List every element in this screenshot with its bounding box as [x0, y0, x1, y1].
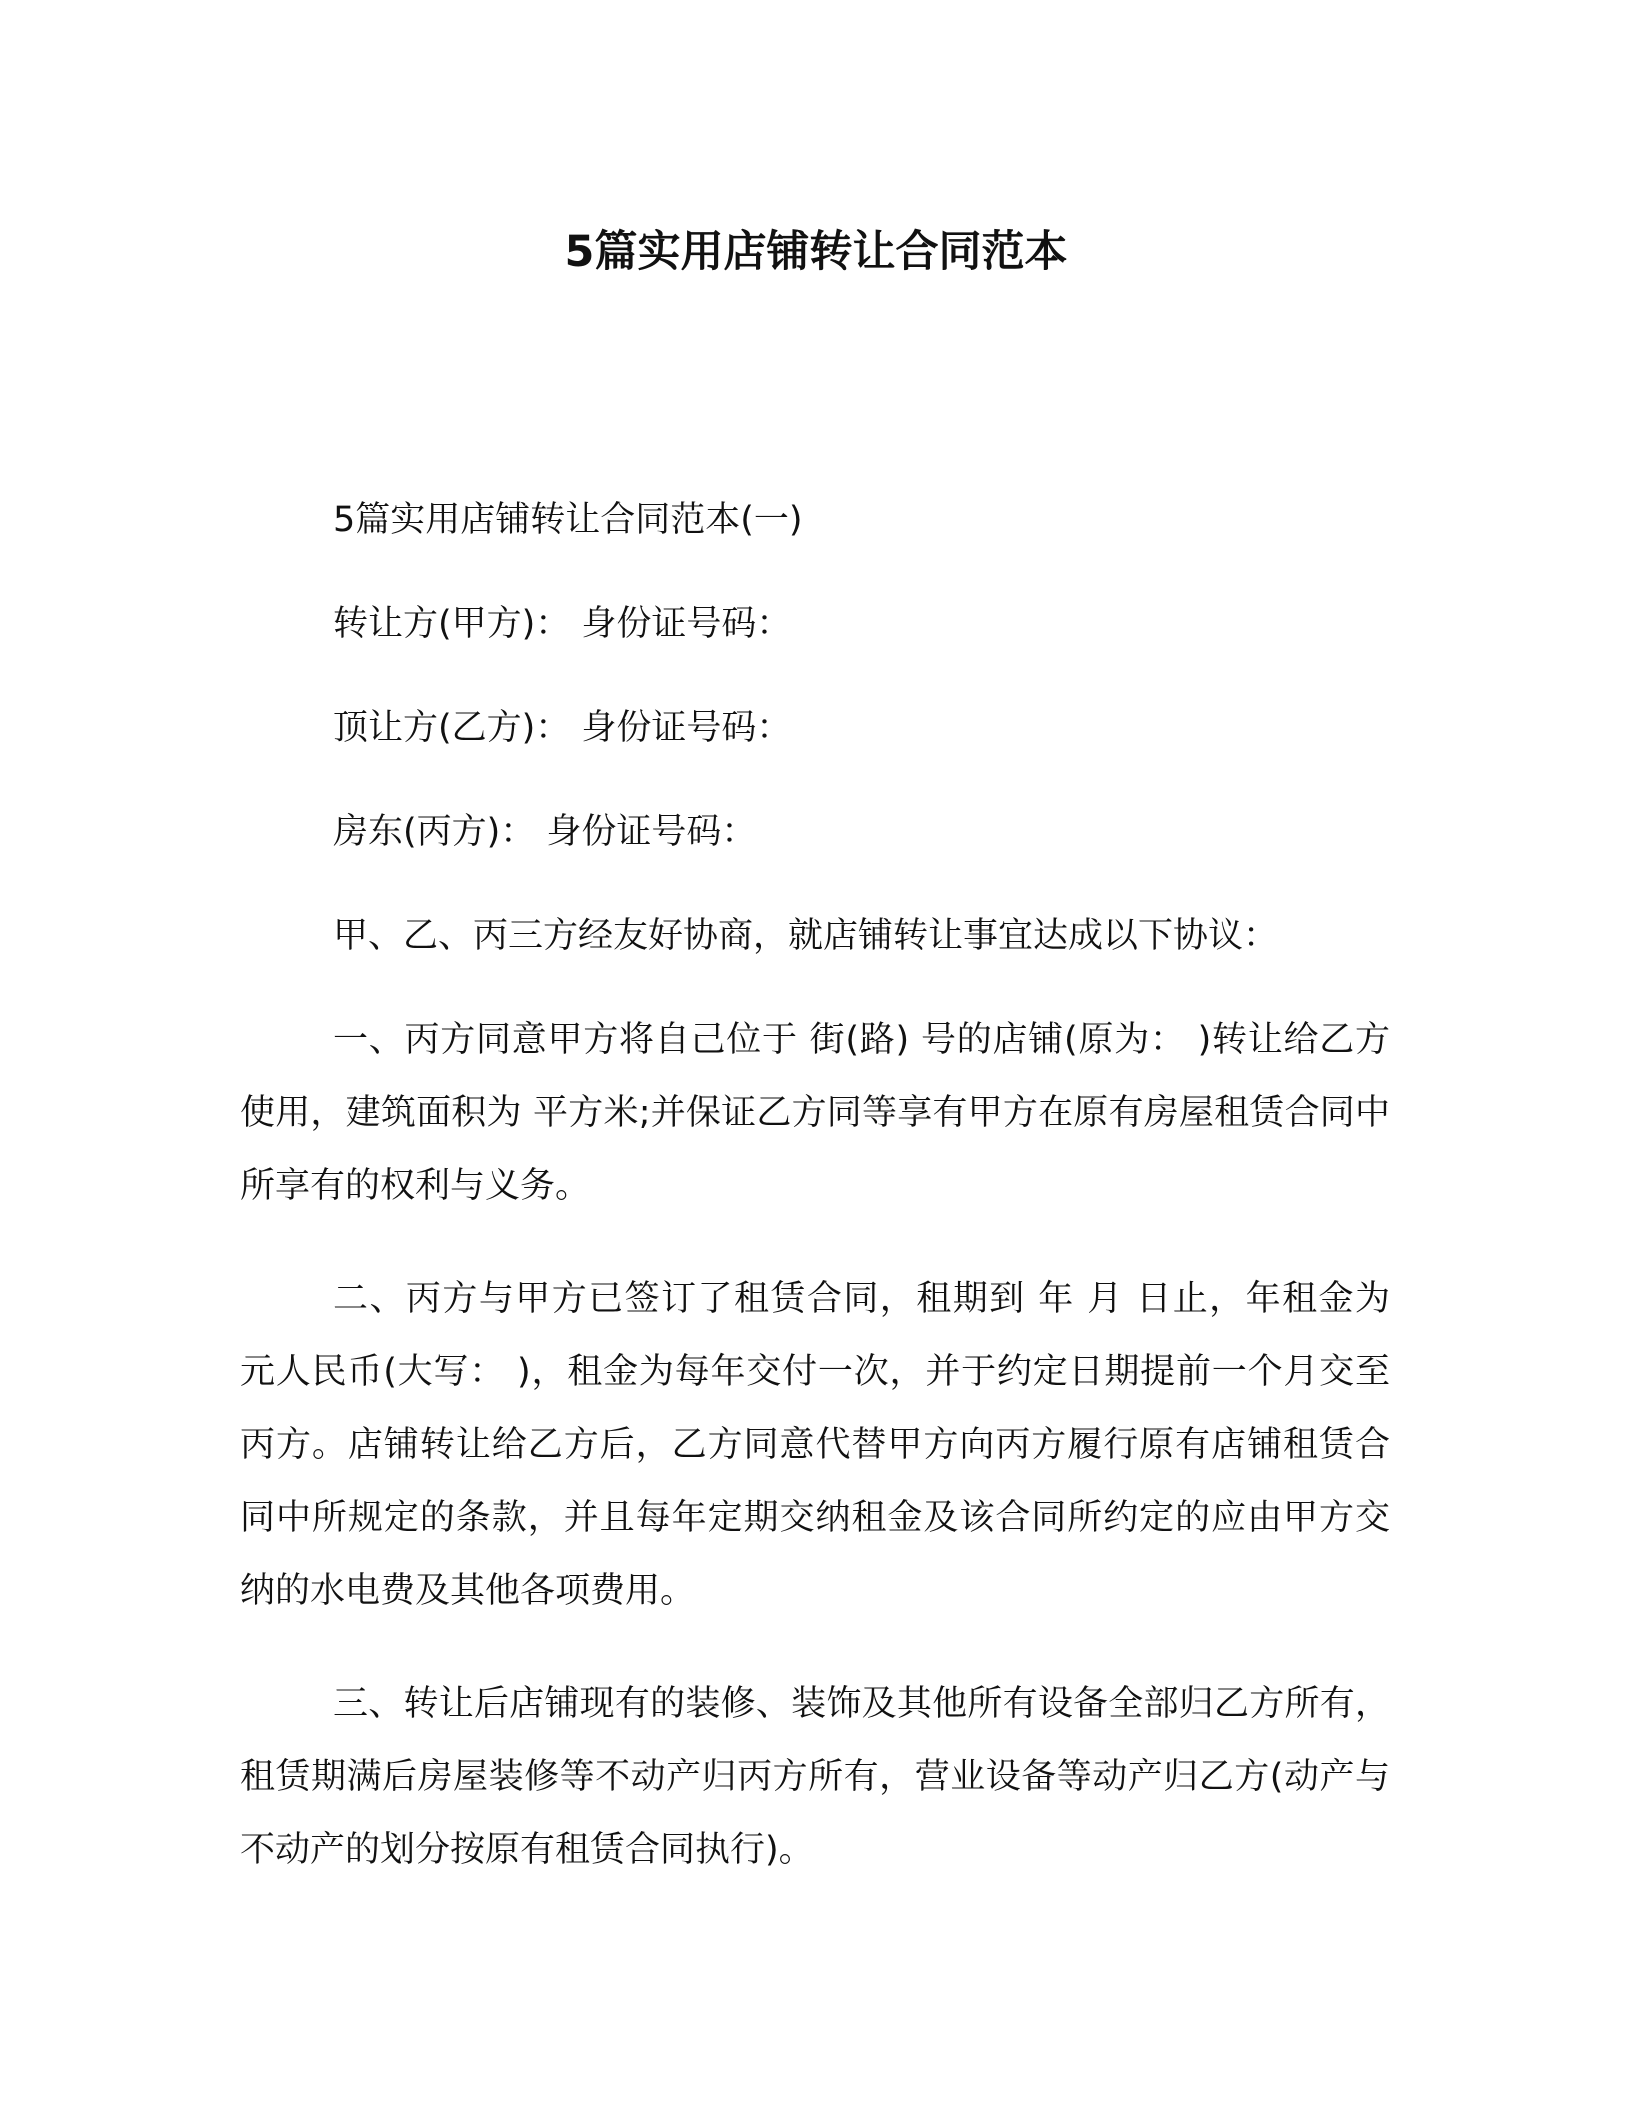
party-transferee: 顶让方(乙方)： 身份证号码： [333, 708, 792, 748]
document-title: 5篇实用店铺转让合同范本 [564, 227, 1068, 277]
clause-3: 三、转让后店铺现有的装修、装饰及其他所有设备全部归乙方所有，租赁期满后房屋装修等不动产归丙方所有，营业设备等动产归乙方(动产与不动产的划分按原有租赁合同执行)。 [240, 1684, 1390, 1870]
document-body [240, 490, 1390, 1887]
party-landlord: 房东(丙方)： 身份证号码： [333, 812, 757, 852]
party-transferor: 转让方(甲方)： 身份证号码： [333, 604, 792, 644]
clause-2: 二、丙方与甲方已签订了租赁合同，租期到 年 月 日止，年租金为 元人民币(大写： )，租金为每年交付一次，并于约定日期提前一个月交至丙方。店铺转让给乙方后，乙方同意代替甲方向丙方履行原有店铺租赁合同中所规定的条款，并且每年定期交纳租金及该合同所约定的应由甲方交纳的水电费及其他各项费用。 [240, 1279, 1390, 1611]
preamble: 甲、乙、丙三方经友好协商，就店铺转让事宜达成以下协议： [333, 916, 1279, 956]
clause-1: 一、丙方同意甲方将自己位于 街(路) 号的店铺(原为： )转让给乙方使用，建筑面积为 平方米;并保证乙方同等享有甲方在原有房屋租赁合同中所享有的权利与义务。 [240, 1020, 1390, 1206]
contract-subtitle: 5篇实用店铺转让合同范本(一) [333, 500, 803, 540]
